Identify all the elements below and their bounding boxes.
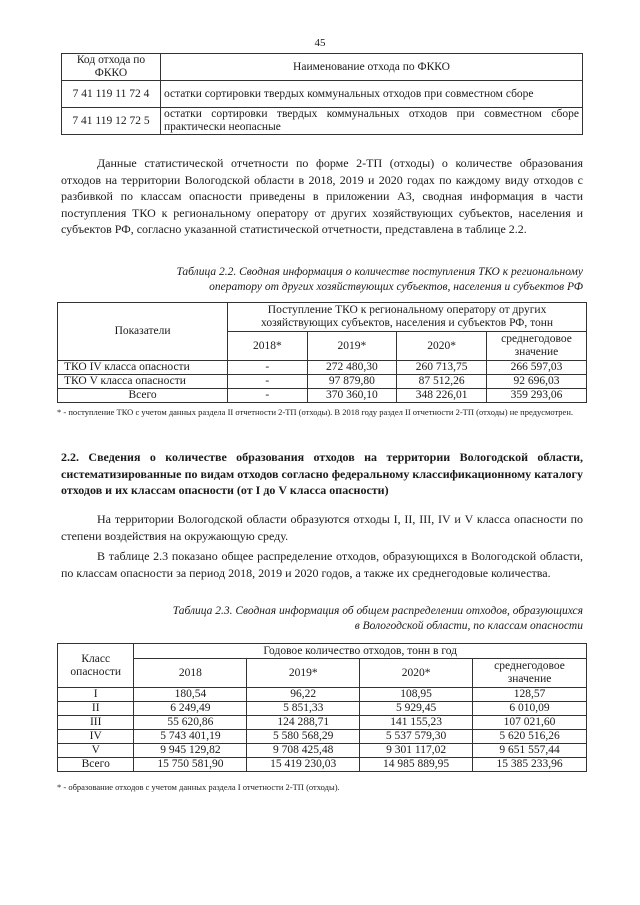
table-row	[58, 688, 587, 702]
row-label: Всего	[58, 758, 134, 772]
waste-by-class-table	[57, 643, 587, 772]
table-row	[58, 758, 587, 772]
table-cell: -	[228, 375, 307, 389]
table-cell: 97 879,80	[307, 375, 397, 389]
table-header-row	[58, 644, 587, 659]
table-cell: 9 708 425,48	[247, 744, 360, 758]
table-cell: 9 301 117,02	[360, 744, 473, 758]
header-code: Код отхода по ФККО	[62, 54, 161, 81]
table-2-2-footnote: * - поступление ТКО с учетом данных раздела II отчетности 2-ТП (отходы). В 2018 году раздел II отчетности 2-ТП (отходы) не предусмотрен.	[57, 407, 574, 417]
table-2-2-caption	[61, 265, 583, 295]
table-cell: 92 696,03	[486, 375, 586, 389]
paragraph-statistics: Данные статистической отчетности по форме 2-ТП (отходы) о количестве образования отходов на территории Вологодской области в 2018, 2019 и 2020 годах по каждому виду отходов с разбивкой по классам опасности приведены в приложении А3, сводная информация в части поступления ТКО к региональному оператору от других хозяйствующих субъектов, населения и субъектов РФ, согласно указанной статистической отчетности, представлена в таблице 2.2.	[61, 156, 583, 236]
average-header: среднегодовое значение	[473, 659, 587, 688]
paragraph-hazard-classes: На территории Вологодской области образуются отходы I, II, III, IV и V класса опасности по степени воздействия на окружающую среду.	[61, 512, 583, 543]
table-cell: 9 945 129,82	[134, 744, 247, 758]
year-header: 2020*	[360, 659, 473, 688]
table-row	[58, 730, 587, 744]
paragraph-table-2-3-intro: В таблице 2.3 показано общее распределение отходов, образующихся в Вологодской области, по классам опасности за период 2018, 2019 и 2020 годов, а также их среднегодовые количества.	[61, 549, 583, 580]
table-row	[58, 361, 587, 375]
table-cell: 108,95	[360, 688, 473, 702]
header-group: Поступление ТКО к региональному оператору от других хозяйствующих субъектов, населения и субъектов РФ, тонн	[228, 303, 587, 332]
waste-name: остатки сортировки твердых коммунальных отходов при совместном сборе практически неопасные	[161, 108, 583, 135]
table-cell: 5 580 568,29	[247, 730, 360, 744]
table-cell: 124 288,71	[247, 716, 360, 730]
table-cell: 5 851,33	[247, 702, 360, 716]
table-header-row	[58, 303, 587, 332]
table-cell: 359 293,06	[486, 389, 586, 403]
header-group: Годовое количество отходов, тонн в год	[134, 644, 587, 659]
caption-line: оператору от других хозяйствующих субъектов, населения и субъектов РФ	[209, 281, 583, 293]
table-cell: 9 651 557,44	[473, 744, 587, 758]
header-indicators: Показатели	[58, 303, 228, 361]
table-header-row	[58, 659, 587, 688]
table-cell: 5 929,45	[360, 702, 473, 716]
table-2-3-footnote: * - образование отходов с учетом данных раздела I отчетности 2-ТП (отходы).	[57, 782, 340, 792]
table-header-row	[62, 54, 583, 81]
table-cell: 5 620 516,26	[473, 730, 587, 744]
average-header: среднегодовое значение	[486, 332, 586, 361]
table-cell: 96,22	[247, 688, 360, 702]
year-header: 2019*	[307, 332, 397, 361]
table-cell: 370 360,10	[307, 389, 397, 403]
section-heading: 2.2. Сведения о количестве образования отходов на территории Вологодской области, систематизированные по видам отходов согласно федеральному классификационному каталогу отходов и их классам опасности (от I до V класса опасности)	[61, 450, 583, 497]
table-cell: 348 226,01	[397, 389, 487, 403]
row-label: II	[58, 702, 134, 716]
year-header: 2020*	[397, 332, 487, 361]
header-name: Наименование отхода по ФККО	[161, 54, 583, 81]
table-cell: 6 249,49	[134, 702, 247, 716]
caption-line: Таблица 2.3. Сводная информация об общем распределении отходов, образующихся	[172, 605, 583, 617]
caption-line: в Вологодской области, по классам опасности	[354, 620, 583, 632]
table-cell: 260 713,75	[397, 361, 487, 375]
table-cell: 6 010,09	[473, 702, 587, 716]
table-row	[62, 81, 583, 108]
table-cell: 272 480,30	[307, 361, 397, 375]
table-row	[62, 108, 583, 135]
page-number: 45	[314, 37, 326, 49]
table-row	[58, 716, 587, 730]
table-cell: 15 419 230,03	[247, 758, 360, 772]
table-cell: -	[228, 389, 307, 403]
row-label: V	[58, 744, 134, 758]
row-label: I	[58, 688, 134, 702]
table-cell: 15 385 233,96	[473, 758, 587, 772]
waste-code: 7 41 119 11 72 4	[62, 81, 161, 108]
table-row	[58, 375, 587, 389]
caption-line: Таблица 2.2. Сводная информация о количестве поступления ТКО к региональному	[176, 266, 583, 278]
table-cell: 15 750 581,90	[134, 758, 247, 772]
row-label: IV	[58, 730, 134, 744]
table-cell: 107 021,60	[473, 716, 587, 730]
table-cell: 141 155,23	[360, 716, 473, 730]
table-cell: 55 620,86	[134, 716, 247, 730]
table-cell: 5 743 401,19	[134, 730, 247, 744]
table-cell: 87 512,26	[397, 375, 487, 389]
table-row	[58, 702, 587, 716]
table-2-3-caption	[61, 604, 583, 634]
year-header: 2018*	[228, 332, 307, 361]
row-label: Всего	[58, 389, 228, 403]
table-cell: 266 597,03	[486, 361, 586, 375]
row-label: III	[58, 716, 134, 730]
table-cell: 180,54	[134, 688, 247, 702]
row-label: ТКО V класса опасности	[58, 375, 228, 389]
waste-codes-table	[61, 53, 583, 135]
table-row	[58, 389, 587, 403]
year-header: 2018	[134, 659, 247, 688]
waste-code: 7 41 119 12 72 5	[62, 108, 161, 135]
table-row	[58, 744, 587, 758]
row-label: ТКО IV класса опасности	[58, 361, 228, 375]
year-header: 2019*	[247, 659, 360, 688]
table-cell: -	[228, 361, 307, 375]
table-cell: 14 985 889,95	[360, 758, 473, 772]
table-cell: 128,57	[473, 688, 587, 702]
table-cell: 5 537 579,30	[360, 730, 473, 744]
waste-name: остатки сортировки твердых коммунальных отходов при совместном сборе	[161, 81, 583, 108]
header-class: Класс опасности	[58, 644, 134, 688]
msw-intake-table	[57, 302, 587, 403]
